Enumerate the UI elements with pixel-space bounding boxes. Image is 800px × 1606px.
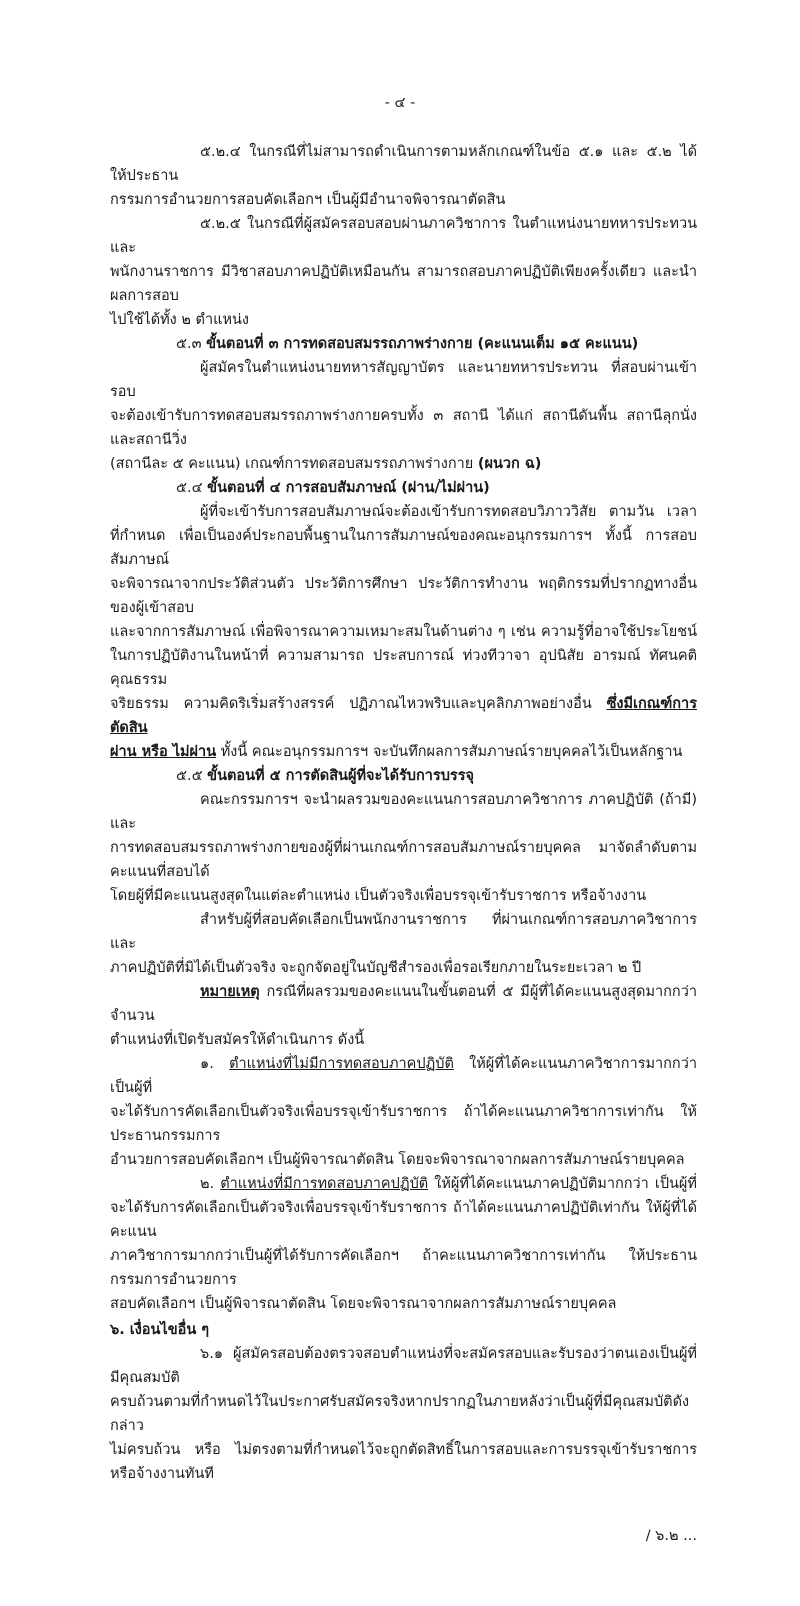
text-segment: จริยธรรม ความคิดริเริ่มสร้างสรรค์ ปฏิภาณไหวพริบและบุคลิกภาพอย่างอื่น bbox=[110, 696, 607, 712]
text-line bbox=[110, 476, 697, 500]
text-segment: ๕.๕ bbox=[176, 768, 208, 784]
heading-text: ขั้นตอนที่ ๕ การตัดสินผู้ที่จะได้รับการบรรจุ bbox=[207, 768, 474, 784]
text-segment: จะได้รับการคัดเลือกเป็นตัวจริงเพื่อบรรจุเข้ารับราชการ ถ้าได้คะแนนภาควิชาการเท่ากัน ให้ประธานกรรมการ bbox=[110, 1104, 697, 1144]
text-segment: กรรมการอำนวยการสอบคัดเลือกฯ เป็นผู้มีอำนาจพิจารณาตัดสิน bbox=[110, 192, 506, 208]
text-line bbox=[110, 572, 697, 620]
text-line bbox=[110, 452, 697, 476]
text-line bbox=[110, 980, 697, 1028]
text-segment: สอบคัดเลือกฯ เป็นผู้พิจารณาตัดสิน โดยจะพิจารณาจากผลการสัมภาษณ์รายบุคคล bbox=[110, 1296, 617, 1312]
text-segment: ภาคปฏิบัติที่มิได้เป็นตัวจริง จะถูกจัดอยู่ในบัญชีสำรองเพื่อรอเรียกภายในระยะเวลา ๒ ปี bbox=[110, 960, 642, 976]
text-line bbox=[110, 1244, 697, 1292]
text-segment: คณะกรรมการฯ จะนำผลรวมของคะแนนการสอบภาควิชาการ ภาคปฏิบัติ (ถ้ามี) และ bbox=[110, 792, 697, 832]
text-line bbox=[110, 308, 697, 332]
text-segment: ๑. bbox=[200, 1056, 230, 1072]
text-segment: และจากการสัมภาษณ์ เพื่อพิจารณาความเหมาะสมในด้านต่าง ๆ เช่น ความรู้ที่อาจใช้ประโยชน์ bbox=[110, 624, 697, 640]
text-segment: ให้ผู้ที่ได้คะแนนภาคปฏิบัติมากกว่า เป็นผู้ที่ bbox=[428, 1176, 697, 1192]
text-segment: ตำแหน่งที่เปิดรับสมัครให้ดำเนินการ ดังนี้ bbox=[110, 1032, 365, 1048]
text-segment: ๒. bbox=[200, 1176, 221, 1192]
text-segment: ๖.๑ ผู้สมัครสอบต้องตรวจสอบตำแหน่งที่จะสมัครสอบและรับรองว่าตนเองเป็นผู้ที่มีคุณสมบัติ bbox=[110, 1346, 697, 1386]
text-line bbox=[110, 188, 697, 212]
text-line bbox=[110, 692, 697, 740]
text-segment: ๕.๓ bbox=[176, 336, 207, 352]
heading-text: (ผนวก ฉ) bbox=[477, 456, 542, 472]
text-line bbox=[110, 1438, 697, 1486]
text-line bbox=[110, 956, 697, 980]
text-line bbox=[110, 524, 697, 572]
text-line bbox=[110, 884, 697, 908]
text-line bbox=[110, 908, 697, 956]
text-segment: การทดสอบสมรรถภาพร่างกายของผู้ที่ผ่านเกณฑ์การสอบสัมภาษณ์รายบุคคล มาจัดลำดับตามคะแนนที่สอบได้ bbox=[110, 840, 697, 880]
text-line bbox=[110, 1342, 697, 1390]
text-line bbox=[110, 332, 697, 356]
heading-text: หมายเหตุ bbox=[200, 984, 260, 1000]
text-segment: ให้ผู้ที่ได้คะแนนภาควิชาการมากกว่า เป็นผู้ที่ bbox=[110, 1056, 697, 1096]
text-segment: ๕.๔ bbox=[176, 480, 208, 496]
text-segment: จะได้รับการคัดเลือกเป็นตัวจริงเพื่อบรรจุเข้ารับราชการ ถ้าได้คะแนนภาคปฏิบัติเท่ากัน ให้ผู้ที่ได้คะแนน bbox=[110, 1200, 697, 1240]
text-segment: (สถานีละ ๕ คะแนน) เกณฑ์การทดสอบสมรรถภาพร่างกาย bbox=[110, 456, 478, 472]
text-segment: ที่กำหนด เพื่อเป็นองค์ประกอบพื้นฐานในการสัมภาษณ์ของคณะอนุกรรมการฯ ทั้งนี้ การสอบสัมภาษณ์ bbox=[110, 528, 697, 568]
text-line bbox=[110, 212, 697, 260]
text-segment: ผู้ที่จะเข้ารับการสอบสัมภาษณ์จะต้องเข้ารับการทดสอบวิภาววิสัย ตามวัน เวลา bbox=[200, 504, 697, 520]
document-body bbox=[110, 130, 697, 1486]
text-line bbox=[110, 740, 697, 764]
text-line bbox=[110, 500, 697, 524]
text-line bbox=[110, 620, 697, 644]
text-segment: ๕.๒.๕ ในกรณีที่ผู้สมัครสอบสอบผ่านภาควิชาการ ในตำแหน่งนายทหารประทวน และ bbox=[110, 216, 697, 256]
page-number: - ๔ - bbox=[384, 95, 416, 111]
text-line bbox=[110, 1028, 697, 1052]
text-line bbox=[110, 1172, 697, 1196]
text-segment: ภาควิชาการมากกว่าเป็นผู้ที่ได้รับการคัดเลือกฯ ถ้าคะแนนภาควิชาการเท่ากัน ให้ประธานกรรมการอำนวยการ bbox=[110, 1248, 697, 1288]
text-line bbox=[110, 1148, 697, 1172]
text-segment: ผู้สมัครในตำแหน่งนายทหารสัญญาบัตร และนายทหารประทวน ที่สอบผ่านเข้ารอบ bbox=[110, 360, 697, 400]
continuation-marker: / ๖.๒ ... bbox=[645, 1528, 697, 1544]
text-line bbox=[110, 764, 697, 788]
text-segment: จะต้องเข้ารับการทดสอบสมรรถภาพร่างกายครบทั้ง ๓ สถานี ได้แก่ สถานีดันพื้น สถานีลุกนั่ง และสถานีวิ่ง bbox=[110, 408, 697, 448]
heading-text: ผ่าน หรือ ไม่ผ่าน bbox=[110, 744, 217, 760]
text-segment: ไปใช้ได้ทั้ง ๒ ตำแหน่ง bbox=[110, 312, 249, 328]
text-line bbox=[110, 1318, 697, 1342]
text-segment: กรณีที่ผลรวมของคะแนนในขั้นตอนที่ ๕ มีผู้ที่ได้คะแนนสูงสุดมากกว่าจำนวน bbox=[110, 984, 697, 1024]
text-segment: โดยผู้ที่มีคะแนนสูงสุดในแต่ละตำแหน่ง เป็นตัวจริงเพื่อบรรจุเข้ารับราชการ หรือจ้างงาน bbox=[110, 888, 647, 904]
text-line bbox=[110, 260, 697, 308]
heading-text: ซึ่งมีเกณฑ์การตัดสิน bbox=[110, 696, 697, 736]
text-line bbox=[110, 836, 697, 884]
text-line bbox=[110, 1100, 697, 1148]
text-segment: ๕.๒.๔ ในกรณีที่ไม่สามารถดำเนินการตามหลักเกณฑ์ในข้อ ๕.๑ และ ๕.๒ ได้ ให้ประธาน bbox=[110, 144, 697, 184]
text-segment: ไม่ครบถ้วน หรือ ไม่ตรงตามที่กำหนดไว้จะถูกตัดสิทธิ์ในการสอบและการบรรจุเข้ารับราชการ หรือจ้างงานทันที bbox=[110, 1442, 697, 1482]
text-line bbox=[110, 1052, 697, 1100]
text-line bbox=[110, 404, 697, 452]
text-segment: อำนวยการสอบคัดเลือกฯ เป็นผู้พิจารณาตัดสิน โดยจะพิจารณาจากผลการสัมภาษณ์รายบุคคล bbox=[110, 1152, 685, 1168]
text-line bbox=[110, 1292, 697, 1316]
text-segment: สำหรับผู้ที่สอบคัดเลือกเป็นพนักงานราชการ ที่ผ่านเกณฑ์การสอบภาควิชาการและ bbox=[110, 912, 697, 952]
heading-text: ขั้นตอนที่ ๓ การทดสอบสมรรถภาพร่างกาย (คะแนนเต็ม ๑๕ คะแนน) bbox=[206, 336, 639, 352]
heading-text: ๖. เงื่อนไขอื่น ๆ bbox=[110, 1322, 210, 1338]
text-segment: ตำแหน่งที่มีการทดสอบภาคปฏิบัติ bbox=[220, 1176, 429, 1192]
heading-text: ขั้นตอนที่ ๔ การสอบสัมภาษณ์ (ผ่าน/ไม่ผ่าน) bbox=[207, 480, 490, 496]
text-line bbox=[110, 1196, 697, 1244]
text-segment: พนักงานราชการ มีวิชาสอบภาคปฏิบัติเหมือนกัน สามารถสอบภาคปฏิบัติเพียงครั้งเดียว และนำผลการสอบ bbox=[110, 264, 697, 304]
text-segment: จะพิจารณาจากประวัติส่วนตัว ประวัติการศึกษา ประวัติการทำงาน พฤติกรรมที่ปรากฏทางอื่น ของผู้เข้าสอบ bbox=[110, 576, 697, 616]
text-segment: ในการปฏิบัติงานในหน้าที่ ความสามารถ ประสบการณ์ ท่วงทีวาจา อุปนิสัย อารมณ์ ทัศนคติ คุณธรรม bbox=[110, 648, 697, 688]
text-line bbox=[110, 788, 697, 836]
text-line bbox=[110, 1390, 697, 1438]
text-line bbox=[110, 644, 697, 692]
text-segment: ครบถ้วนตามที่กำหนดไว้ในประกาศรับสมัครจริงหากปรากฏในภายหลังว่าเป็นผู้ที่มีคุณสมบัติดังกล่าว bbox=[110, 1394, 690, 1434]
text-segment: ตำแหน่งที่ไม่มีการทดสอบภาคปฏิบัติ bbox=[229, 1056, 454, 1072]
text-line bbox=[110, 140, 697, 188]
text-line bbox=[110, 356, 697, 404]
text-segment: ทั้งนี้ คณะอนุกรรมการฯ จะบันทึกผลการสัมภาษณ์รายบุคคลไว้เป็นหลักฐาน bbox=[216, 744, 683, 760]
